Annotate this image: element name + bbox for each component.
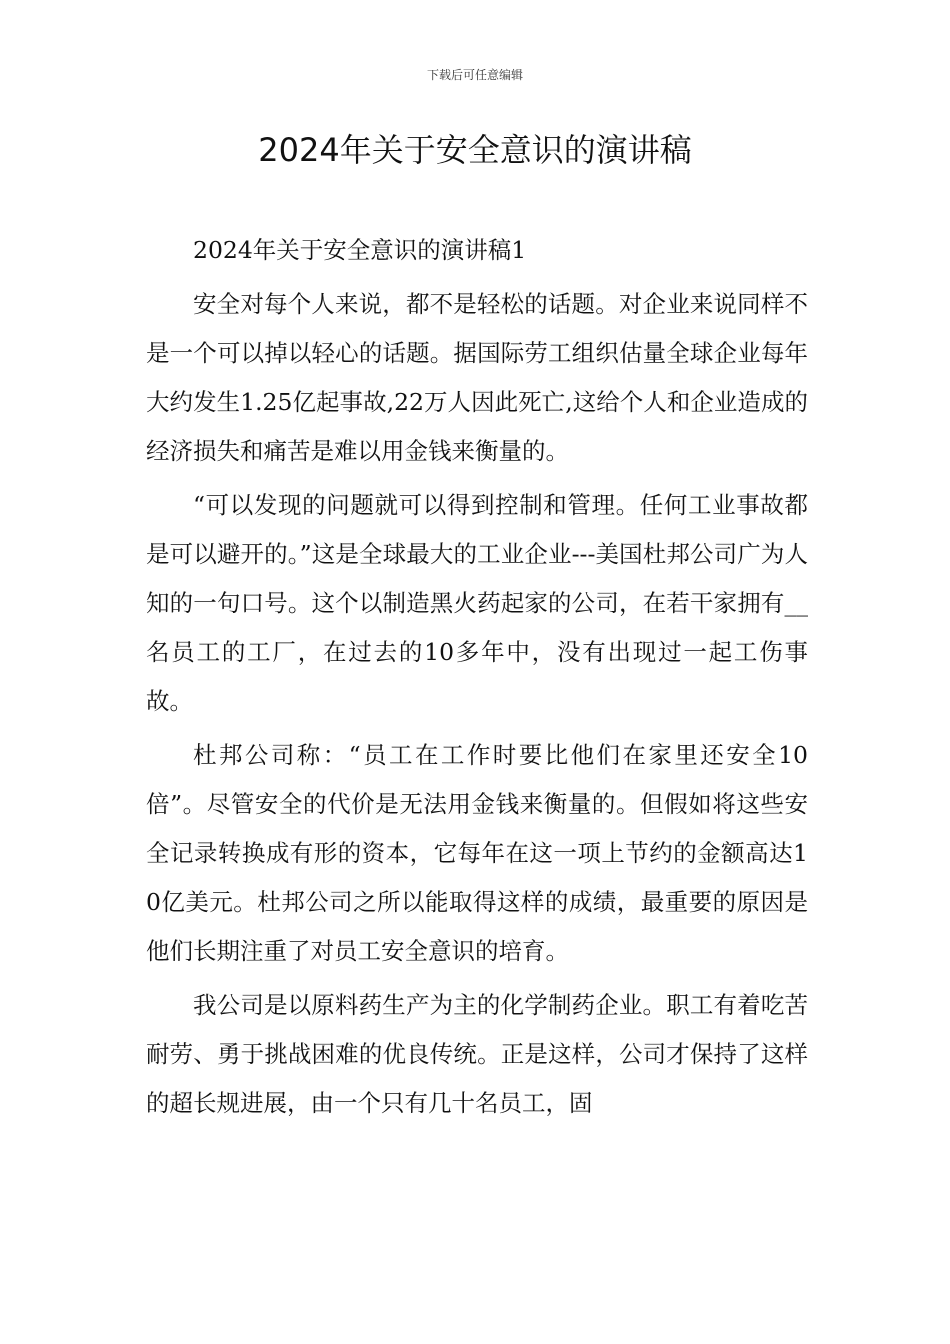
paragraph: 我公司是以原料药生产为主的化学制药企业。职工有着吃苦耐劳、勇于挑战困难的优良传统。正是这样，公司才保持了这样的超长规进展，由一个只有几十名员工，固 bbox=[146, 991, 808, 1117]
paragraph: 杜邦公司称：“员工在工作时要比他们在家里还安全10倍”。尽管安全的代价是无法用金钱来衡量的。但假如将这些安全记录转换成有形的资本，它每年在这一项上节约的金额高达10亿美元。杜邦公司之所以能取得这样的成绩，最重要的原因是他们长期注重了对员工安全意识的培育。 bbox=[146, 741, 808, 965]
document-body bbox=[146, 226, 808, 1128]
paragraph: 安全对每个人来说，都不是轻松的话题。对企业来说同样不是一个可以掉以轻心的话题。据国际劳工组织估量全球企业每年大约发生1.25亿起事故,22万人因此死亡,这给个人和企业造成的经济损失和痛苦是难以用金钱来衡量的。 bbox=[146, 290, 808, 465]
header-note: 下载后可任意编辑 bbox=[426, 68, 523, 82]
section-heading: 2024年关于安全意识的演讲稿1 bbox=[193, 236, 527, 264]
document-title: 2024年关于安全意识的演讲稿 bbox=[258, 131, 692, 169]
paragraph: “可以发现的问题就可以得到控制和管理。任何工业事故都是可以避开的。”这是全球最大的工业企业---美国杜邦公司广为人知的一句口号。这个以制造黑火药起家的公司，在若干家拥有__名员工的工厂，在过去的10多年中，没有出现过一起工伤事故。 bbox=[146, 491, 808, 715]
